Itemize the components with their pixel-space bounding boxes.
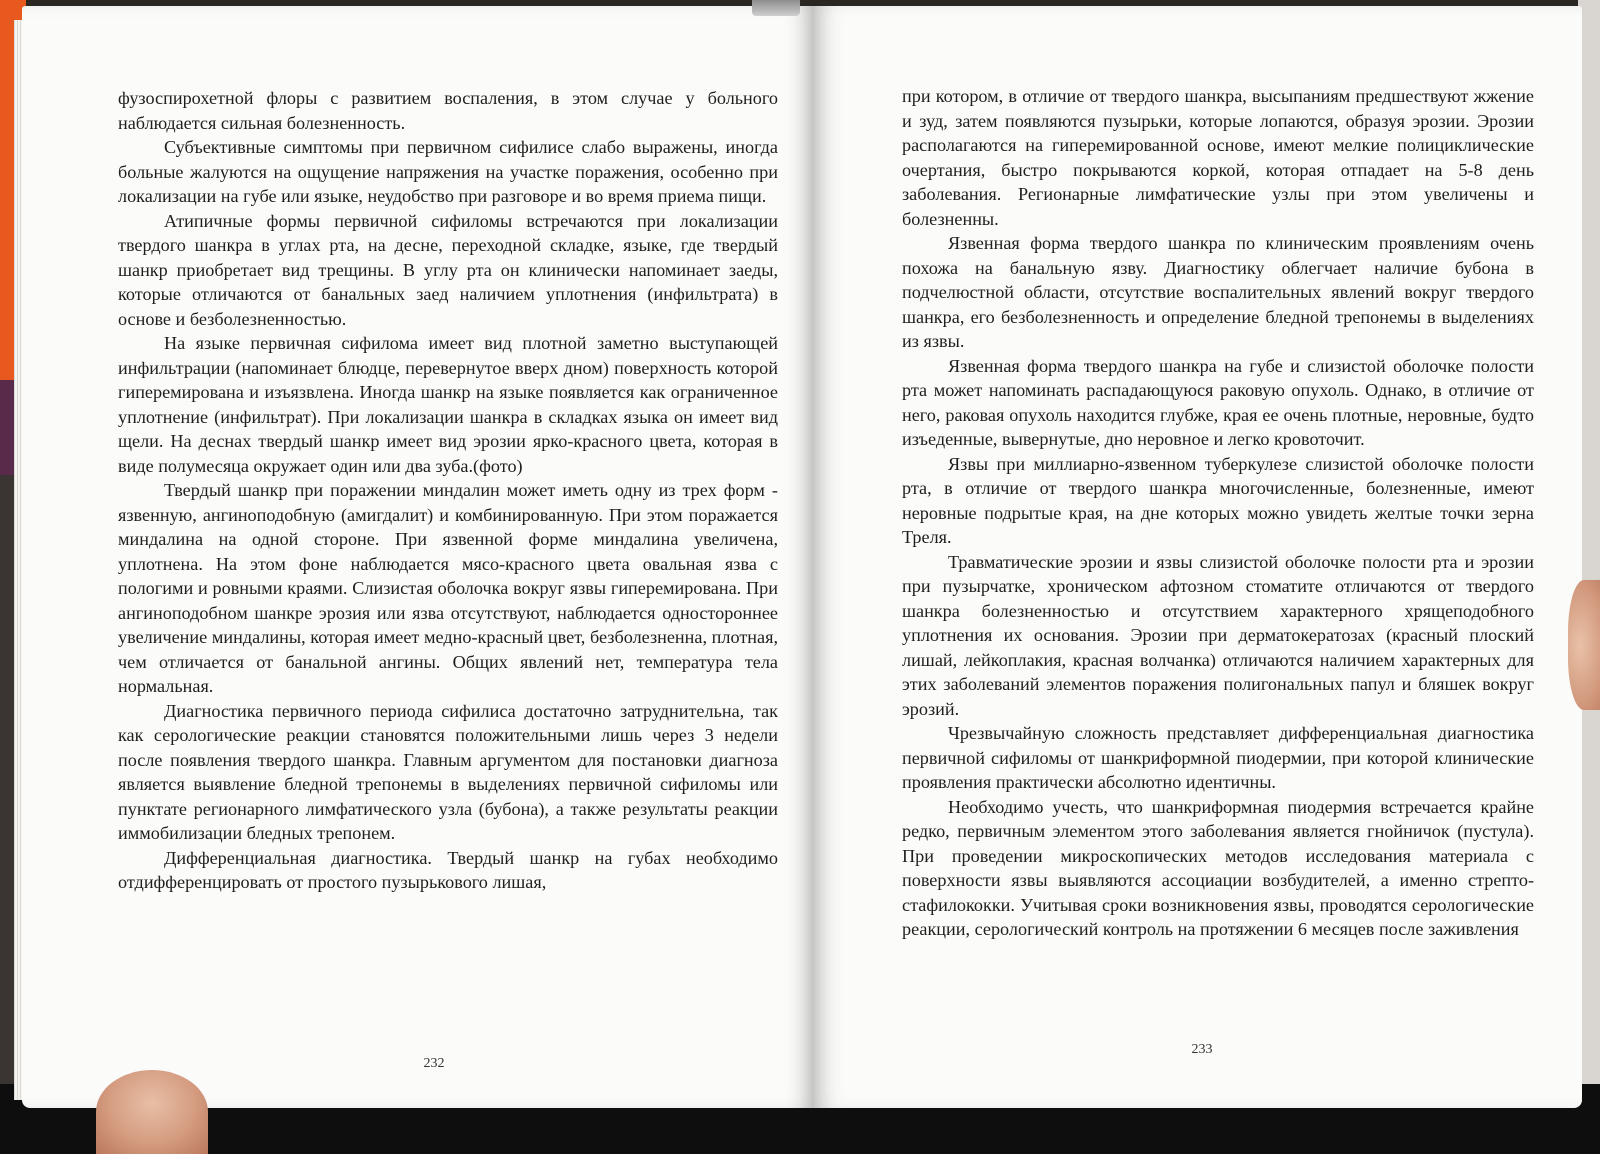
paragraph: при котором, в отличие от твердого шанкра, высыпаниям предшествуют жжение и зуд, затем появляются пузырьки, которые лопаются, образуя эрозии. Эрозии располагаются на гиперемированной основе, имеют мелкие полициклические очертания, быстро покрываются коркой, которая отпадает на 5-8 день заболевания. Регионарные лимфатические узлы при этом увеличены и болезненны. bbox=[902, 86, 1534, 229]
paragraph: Диагностика первичного периода сифилиса достаточно затруднительна, так как серологические реакции становятся положительными лишь через 3 недели после появления твердого шанкра. Главным аргументом для постановки диагноза является выявление бледной трепонемы в выделениях первичной сифиломы или пунктате регионарного лимфатического узла (бубона), а также результаты реакции иммобилизации бледных трепонем. bbox=[118, 700, 778, 843]
page-number: 232 bbox=[423, 1056, 445, 1071]
paragraph: Язвенная форма твердого шанкра на губе и слизистой оболочке полости рта может напоминать распадающуюся раковую опухоль. Однако, в отличие от него, раковая опухоль находится глубже, края ее очень плотные, неровные, будто изъеденные, вывернутые, дно неровное и легко кровоточит. bbox=[902, 355, 1534, 449]
paragraph: Необходимо учесть, что шанкриформная пиодермия встречается крайне редко, первичным элементом этого заболевания является гнойничок (пустула). При проведении микроскопических методов исследования материала с поверхности язвы выявляются ассоциации возбудителей, а именно стрепто-стафилококки. Учитывая сроки возникновения язвы, проводятся серологические реакции, серологический контроль на протяжении 6 месяцев после заживления bbox=[902, 796, 1534, 939]
paragraph: Субъективные симптомы при первичном сифилисе слабо выражены, иногда больные жалуются на ощущение напряжения на участке поражения, особенно при локализации на губе или языке, неудобство при разговоре и во время приема пищи. bbox=[118, 137, 778, 206]
paragraph: Атипичные формы первичной сифиломы встречаются при локализации твердого шанкра в углах рта, на десне, переходной складке, языке, где твердый шанкр приобретает вид трещины. В углу рта он клинически напоминает заеды, которые отличаются от банальных заед наличием уплотнения (инфильтрата) в основе и безболезненностью. bbox=[118, 210, 778, 329]
left-page-text bbox=[118, 86, 778, 895]
right-page-text bbox=[902, 84, 1534, 942]
thumb bbox=[96, 1070, 208, 1154]
finger bbox=[1568, 580, 1600, 710]
paragraph: Язвенная форма твердого шанкра по клиническим проявлениям очень похожа на банальную язву. Диагностику облегчает наличие бубона в подчелюстной области, отсутствие воспалительных явлений вокруг твердого шанкра, его безболезненность и определение бледной трепонемы в выделениях из язвы. bbox=[902, 233, 1534, 351]
paragraph: Травматические эрозии и язвы слизистой оболочке полости рта и эрозии при пузырчатке, хроническом афтозном стоматите отличаются от твердого шанкра болезненностью и отсутствием характерного хрящеподобного уплотнения их основания. Эрозии при дерматокератозах (красный плоский лишай, лейкоплакия, красная волчанка) отличаются наличием характерных для этих заболеваний элементов поражения полигональных папул и бляшек вокруг эрозий. bbox=[902, 551, 1534, 719]
paragraph: Твердый шанкр при поражении миндалин может иметь одну из трех форм - язвенную, ангиноподобную (амигдалит) и комбинированную. При этом поражается миндалина на одной стороне. При язвенной форме миндалина увеличена, уплотнена. На этом фоне наблюдается мясо-красного цвета овальная язва с пологими и ровными краями. Слизистая оболочка вокруг язвы гиперемирована. При ангиноподобном шанкре эрозия или язва отсутствуют, наблюдается одностороннее увеличение миндалины, которая имеет медно-красный цвет, безболезненна, плотная, чем отличается от банальной ангины. Общих явлений нет, температура тела нормальная. bbox=[118, 480, 778, 696]
right-page bbox=[814, 6, 1582, 1108]
page-number: 233 bbox=[1191, 1042, 1213, 1057]
paragraph: Дифференциальная диагностика. Твердый шанкр на губах необходимо отдифференцировать от простого пузырькового лишая, bbox=[118, 847, 778, 892]
open-book bbox=[22, 6, 1582, 1108]
paragraph: На языке первичная сифилома имеет вид плотной заметно выступающей инфильтрации (напоминает блюдце, перевернутое вверх дном) поверхность которой гиперемирована и изъязвлена. Иногда шанкр на языке появляется как ограниченное уплотнение (инфильтрат). При локализации шанкра в складках языка он имеет вид щели. На деснах твердый шанкр имеет вид эрозии ярко-красного цвета, которая в виде полумесяца окружает один или два зуба.(фото) bbox=[118, 333, 778, 476]
paragraph: Чрезвычайную сложность представляет дифференциальная диагностика первичной сифиломы от шанкриформной пиодермии, при которой клинические проявления практически абсолютно идентичны. bbox=[902, 723, 1534, 792]
binder-clip bbox=[752, 0, 800, 16]
left-page bbox=[22, 6, 814, 1108]
paragraph: фузоспирохетной флоры с развитием воспаления, в этом случае у больного наблюдается сильная болезненность. bbox=[118, 88, 778, 133]
paragraph: Язвы при миллиарно-язвенном туберкулезе слизистой оболочке полости рта, в отличие от твердого шанкра многочисленные, болезненные, имеют неровные подрытые края, на дне которых можно увидеть желтые точки зерна Треля. bbox=[902, 453, 1534, 547]
